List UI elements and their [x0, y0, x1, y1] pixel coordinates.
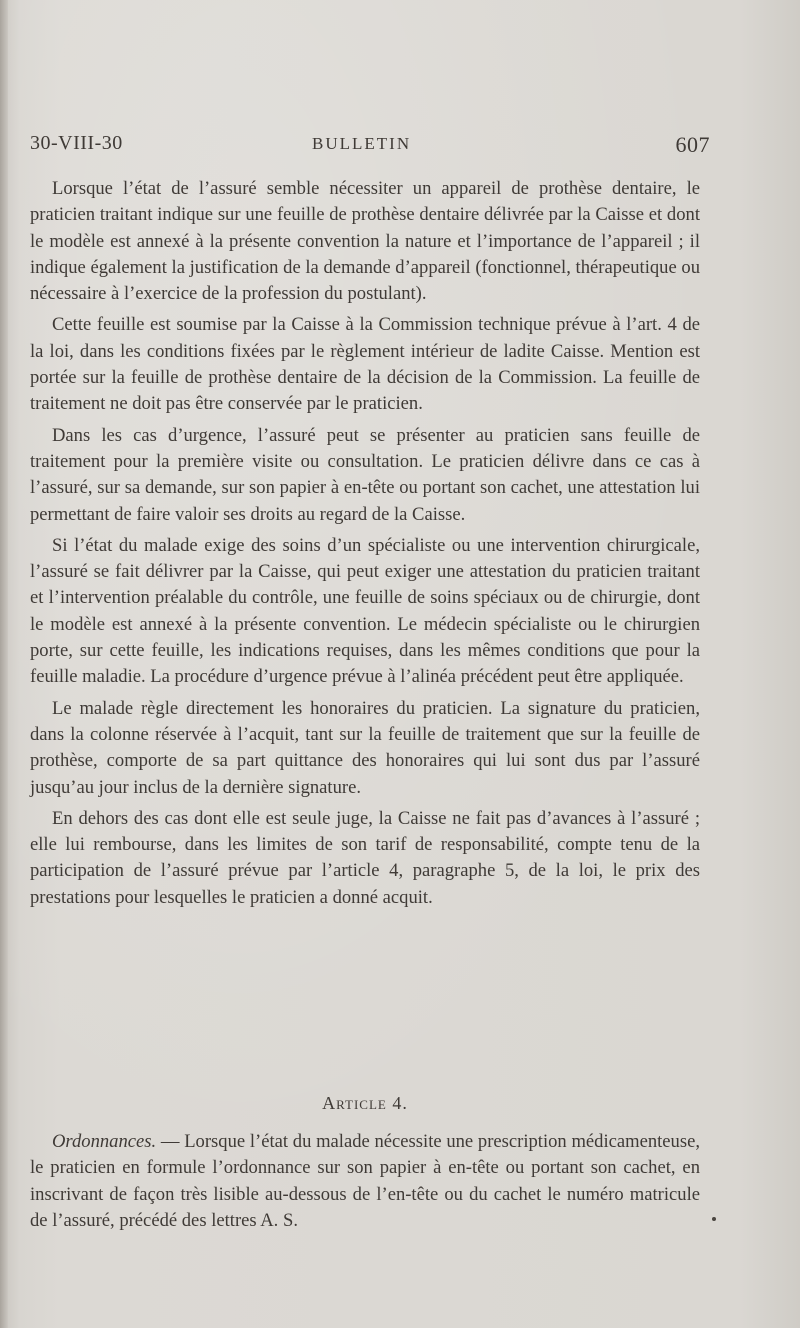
ordonnances-label: Ordonnances. — [52, 1131, 157, 1152]
ordonnances-paragraph — [30, 1129, 700, 1234]
ordonnances-section — [30, 1129, 700, 1234]
page-number: 607 — [675, 132, 710, 157]
page-spine-shadow — [0, 0, 8, 1328]
paragraph-prothese: Lorsque l’état de l’assuré semble nécessiter un appareil de prothèse dentaire, le praticien traitant indique sur une feuille de prothèse dentaire délivrée par la Caisse et dont le modèle est annexé à la présente convention la nature et l’importance de l’appareil ; il indique également la justification de la demande d’appareil (fonctionnel, thérapeutique ou nécessaire à l’exercice de la profession du postulant). — [30, 178, 700, 305]
body-text — [30, 176, 700, 916]
paragraph-specialiste: Si l’état du malade exige des soins d’un spécialiste ou une intervention chirurgicale, l’assuré se fait délivrer par la Caisse, qui peut exiger une attestation du praticien traitant et l’intervention préalable du contrôle, une feuille de soins spéciaux ou de chirurgie, dont le modèle est annexé à la présente convention. Le médecin spécialiste ou le chirurgien porte, sur cette feuille, les indications requises, dans les mêmes conditions que pour la feuille maladie. La procédure d’urgence prévue à l’alinéa précédent peut être appliquée. — [30, 534, 700, 688]
header-title: BULLETIN — [312, 134, 412, 153]
article-heading-rest: rticle 4. — [336, 1093, 408, 1113]
paragraph-honoraires: Le malade règle directement les honoraires du praticien. La signature du praticien, dans la colonne réservée à l’acquit, tant sur la feuille de traitement que sur la feuille de prothèse, comporte de sa part quittance des honoraires qui lui sont dus par l’assuré jusqu’au jour inclus de la dernière signature. — [30, 697, 700, 798]
article-heading-initial: A — [322, 1093, 337, 1113]
paragraph-urgence: Dans les cas d’urgence, l’assuré peut se présenter au praticien sans feuille de traitement pour la première visite ou consultation. Le praticien délivre dans ce cas à l’assuré, sur sa demande, sur son papier à en-tête ou portant son cachet, une attestation lui permettant de faire valoir ses droits au regard de la Caisse. — [30, 424, 700, 525]
running-head — [30, 132, 710, 162]
paragraph-commission: Cette feuille est soumise par la Caisse à la Commission technique prévue à l’art. 4 de la loi, dans les conditions fixées par le règlement intérieur de ladite Caisse. Mention est portée sur la feuille de prothèse dentaire de la décision de la Commission. La feuille de traitement ne doit pas être conservée par le praticien. — [30, 314, 700, 415]
article-heading — [30, 1093, 700, 1114]
paragraph-avances: En dehors des cas dont elle est seule juge, la Caisse ne fait pas d’avances à l’assuré ; elle lui rembourse, dans les limites de son tarif de responsabilité, compte tenu de la participation de l’assuré prévue par l’article 4, paragraphe 5, de la loi, le prix des prestations pour lesquelles le praticien a donné acquit. — [30, 807, 700, 908]
ink-speck — [712, 1217, 716, 1221]
header-date: 30-VIII-30 — [30, 132, 123, 154]
ordonnances-text: — Lorsque l’état du malade nécessite une prescription médicamenteuse, le praticien en formule l’ordonnance sur son papier à en-tête ou portant son cachet, en inscrivant de façon très lisible au-dessous de l’en-tête ou du cachet le numéro matricule de l’assuré, précédé des lettres A. S. — [30, 1131, 700, 1231]
